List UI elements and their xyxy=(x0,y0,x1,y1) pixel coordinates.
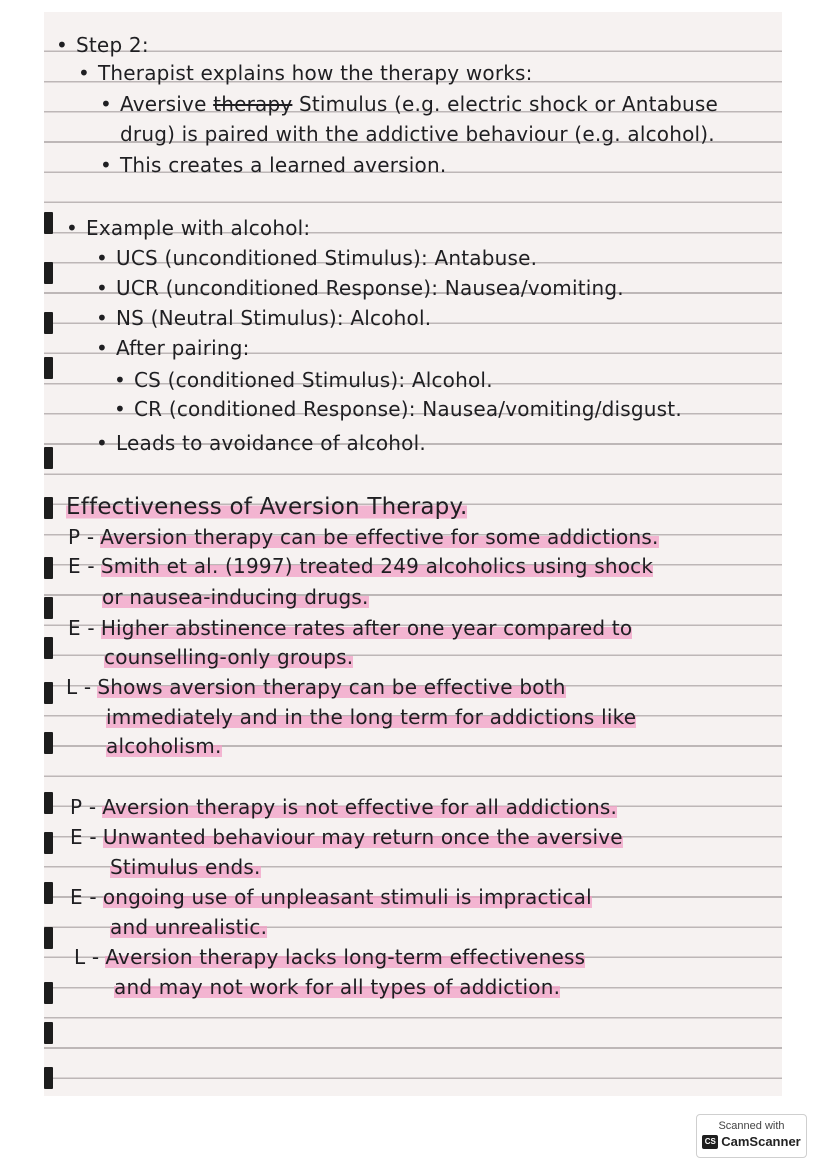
eval-e2b: counselling-only groups. xyxy=(104,645,354,669)
notebook-page xyxy=(44,12,782,1096)
evaluation-heading: Effectiveness of Aversion Therapy. xyxy=(66,494,468,520)
step2-creates: • This creates a learned aversion. xyxy=(100,153,447,177)
eval-e2a: E - Higher abstinence rates after one year compared to xyxy=(68,616,633,640)
step2-title: • Step 2: xyxy=(56,33,149,57)
camscanner-watermark xyxy=(696,1114,807,1158)
eval-l1a: L - Shows aversion therapy can be effective both xyxy=(66,675,566,699)
eval-p2: P - Aversion therapy is not effective for all addictions. xyxy=(70,795,618,819)
camscanner-brand: CamScanner xyxy=(721,1134,801,1149)
example-leads: • Leads to avoidance of alcohol. xyxy=(96,431,426,455)
eval-e1b: or nausea-inducing drugs. xyxy=(102,585,369,609)
step2-explain: • Therapist explains how the therapy works: xyxy=(78,61,533,85)
step2-aversive-line2: drug) is paired with the addictive behaviour (e.g. alcohol). xyxy=(120,122,715,146)
eval-e4a: E - ongoing use of unpleasant stimuli is impractical xyxy=(70,885,592,909)
example-ns: • NS (Neutral Stimulus): Alcohol. xyxy=(96,306,432,330)
eval-e4b: and unrealistic. xyxy=(110,915,268,939)
eval-l2a: L - Aversion therapy lacks long-term effectiveness xyxy=(74,945,586,969)
step2-aversive-line1: • Aversive therapy Stimulus (e.g. electric shock or Antabuse xyxy=(100,92,719,116)
eval-l1c: alcoholism. xyxy=(106,734,222,758)
eval-l1b: immediately and in the long term for addictions like xyxy=(106,705,637,729)
eval-l2b: and may not work for all types of addiction. xyxy=(114,975,561,999)
scanned-with-text: Scanned with xyxy=(718,1120,785,1132)
example-ucr: • UCR (unconditioned Response): Nausea/vomiting. xyxy=(96,276,624,300)
eval-e3b: Stimulus ends. xyxy=(110,855,261,879)
eval-p1: P - Aversion therapy can be effective for some addictions. xyxy=(68,525,659,549)
camscanner-logo-icon: CS xyxy=(702,1135,718,1149)
example-ucs: • UCS (unconditioned Stimulus): Antabuse. xyxy=(96,246,538,270)
example-title: • Example with alcohol: xyxy=(66,216,311,240)
example-cr: • CR (conditioned Response): Nausea/vomiting/disgust. xyxy=(114,397,682,421)
eval-e1a: E - Smith et al. (1997) treated 249 alcoholics using shock xyxy=(68,554,654,578)
example-cs: • CS (conditioned Stimulus): Alcohol. xyxy=(114,368,493,392)
eval-e3a: E - Unwanted behaviour may return once the aversive xyxy=(70,825,623,849)
spiral-binding xyxy=(44,212,54,1096)
example-after-pairing: • After pairing: xyxy=(96,336,250,360)
